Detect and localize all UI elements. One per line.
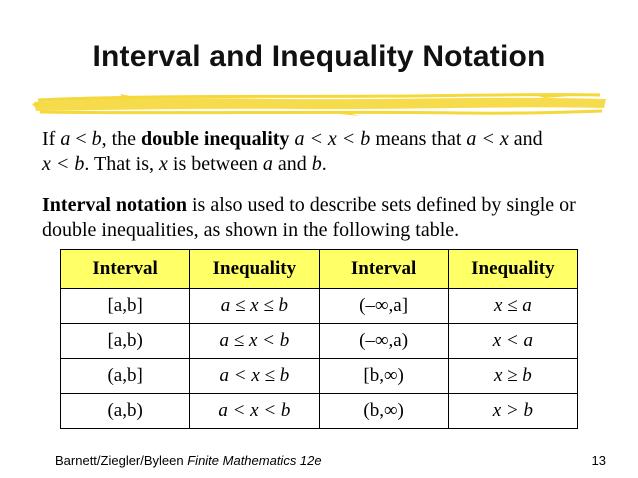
table-cell: (a,b)	[61, 394, 190, 429]
term-double-inequality: double inequality	[141, 128, 290, 150]
table-header-row	[61, 250, 578, 289]
header-cell: Interval	[61, 250, 190, 289]
table-row	[61, 394, 578, 429]
term-interval-notation: Interval notation	[42, 194, 187, 216]
notation-table	[60, 249, 578, 429]
table-cell: a < x ≤ b	[190, 359, 319, 394]
interval-notation-paragraph: Interval notation is also used to describe sets defined by single or double inequalities, as shown in the following table.	[42, 194, 576, 241]
table-row	[61, 324, 578, 359]
table-cell: [b,∞)	[319, 359, 448, 394]
page-number: 13	[591, 453, 606, 468]
table-cell: a < x < b	[190, 394, 319, 429]
table-cell: [a,b]	[61, 289, 190, 324]
double-inequality-paragraph: If a < b, the double inequality a < x < b means that a < x and x < b. That is, x is between a and b.	[42, 128, 543, 175]
table-cell: [a,b)	[61, 324, 190, 359]
table-cell: (b,∞)	[319, 394, 448, 429]
book-title: Finite Mathematics 12e	[187, 453, 322, 468]
table-cell: a ≤ x < b	[190, 324, 319, 359]
footer-citation: Barnett/Ziegler/Byleen Finite Mathematics 12e	[55, 453, 322, 468]
header-cell: Interval	[319, 250, 448, 289]
table-cell: x > b	[448, 394, 577, 429]
title-brush-underline	[30, 86, 610, 120]
table-cell: x ≤ a	[448, 289, 577, 324]
header-cell: Inequality	[190, 250, 319, 289]
table-cell: (–∞,a)	[319, 324, 448, 359]
table-cell: a ≤ x ≤ b	[190, 289, 319, 324]
table-row	[61, 289, 578, 324]
table-cell: x < a	[448, 324, 577, 359]
table-cell: (a,b]	[61, 359, 190, 394]
table-cell: x ≥ b	[448, 359, 577, 394]
table-row	[61, 359, 578, 394]
table-cell: (–∞,a]	[319, 289, 448, 324]
slide-title: Interval and Inequality Notation	[92, 40, 546, 73]
header-cell: Inequality	[448, 250, 577, 289]
